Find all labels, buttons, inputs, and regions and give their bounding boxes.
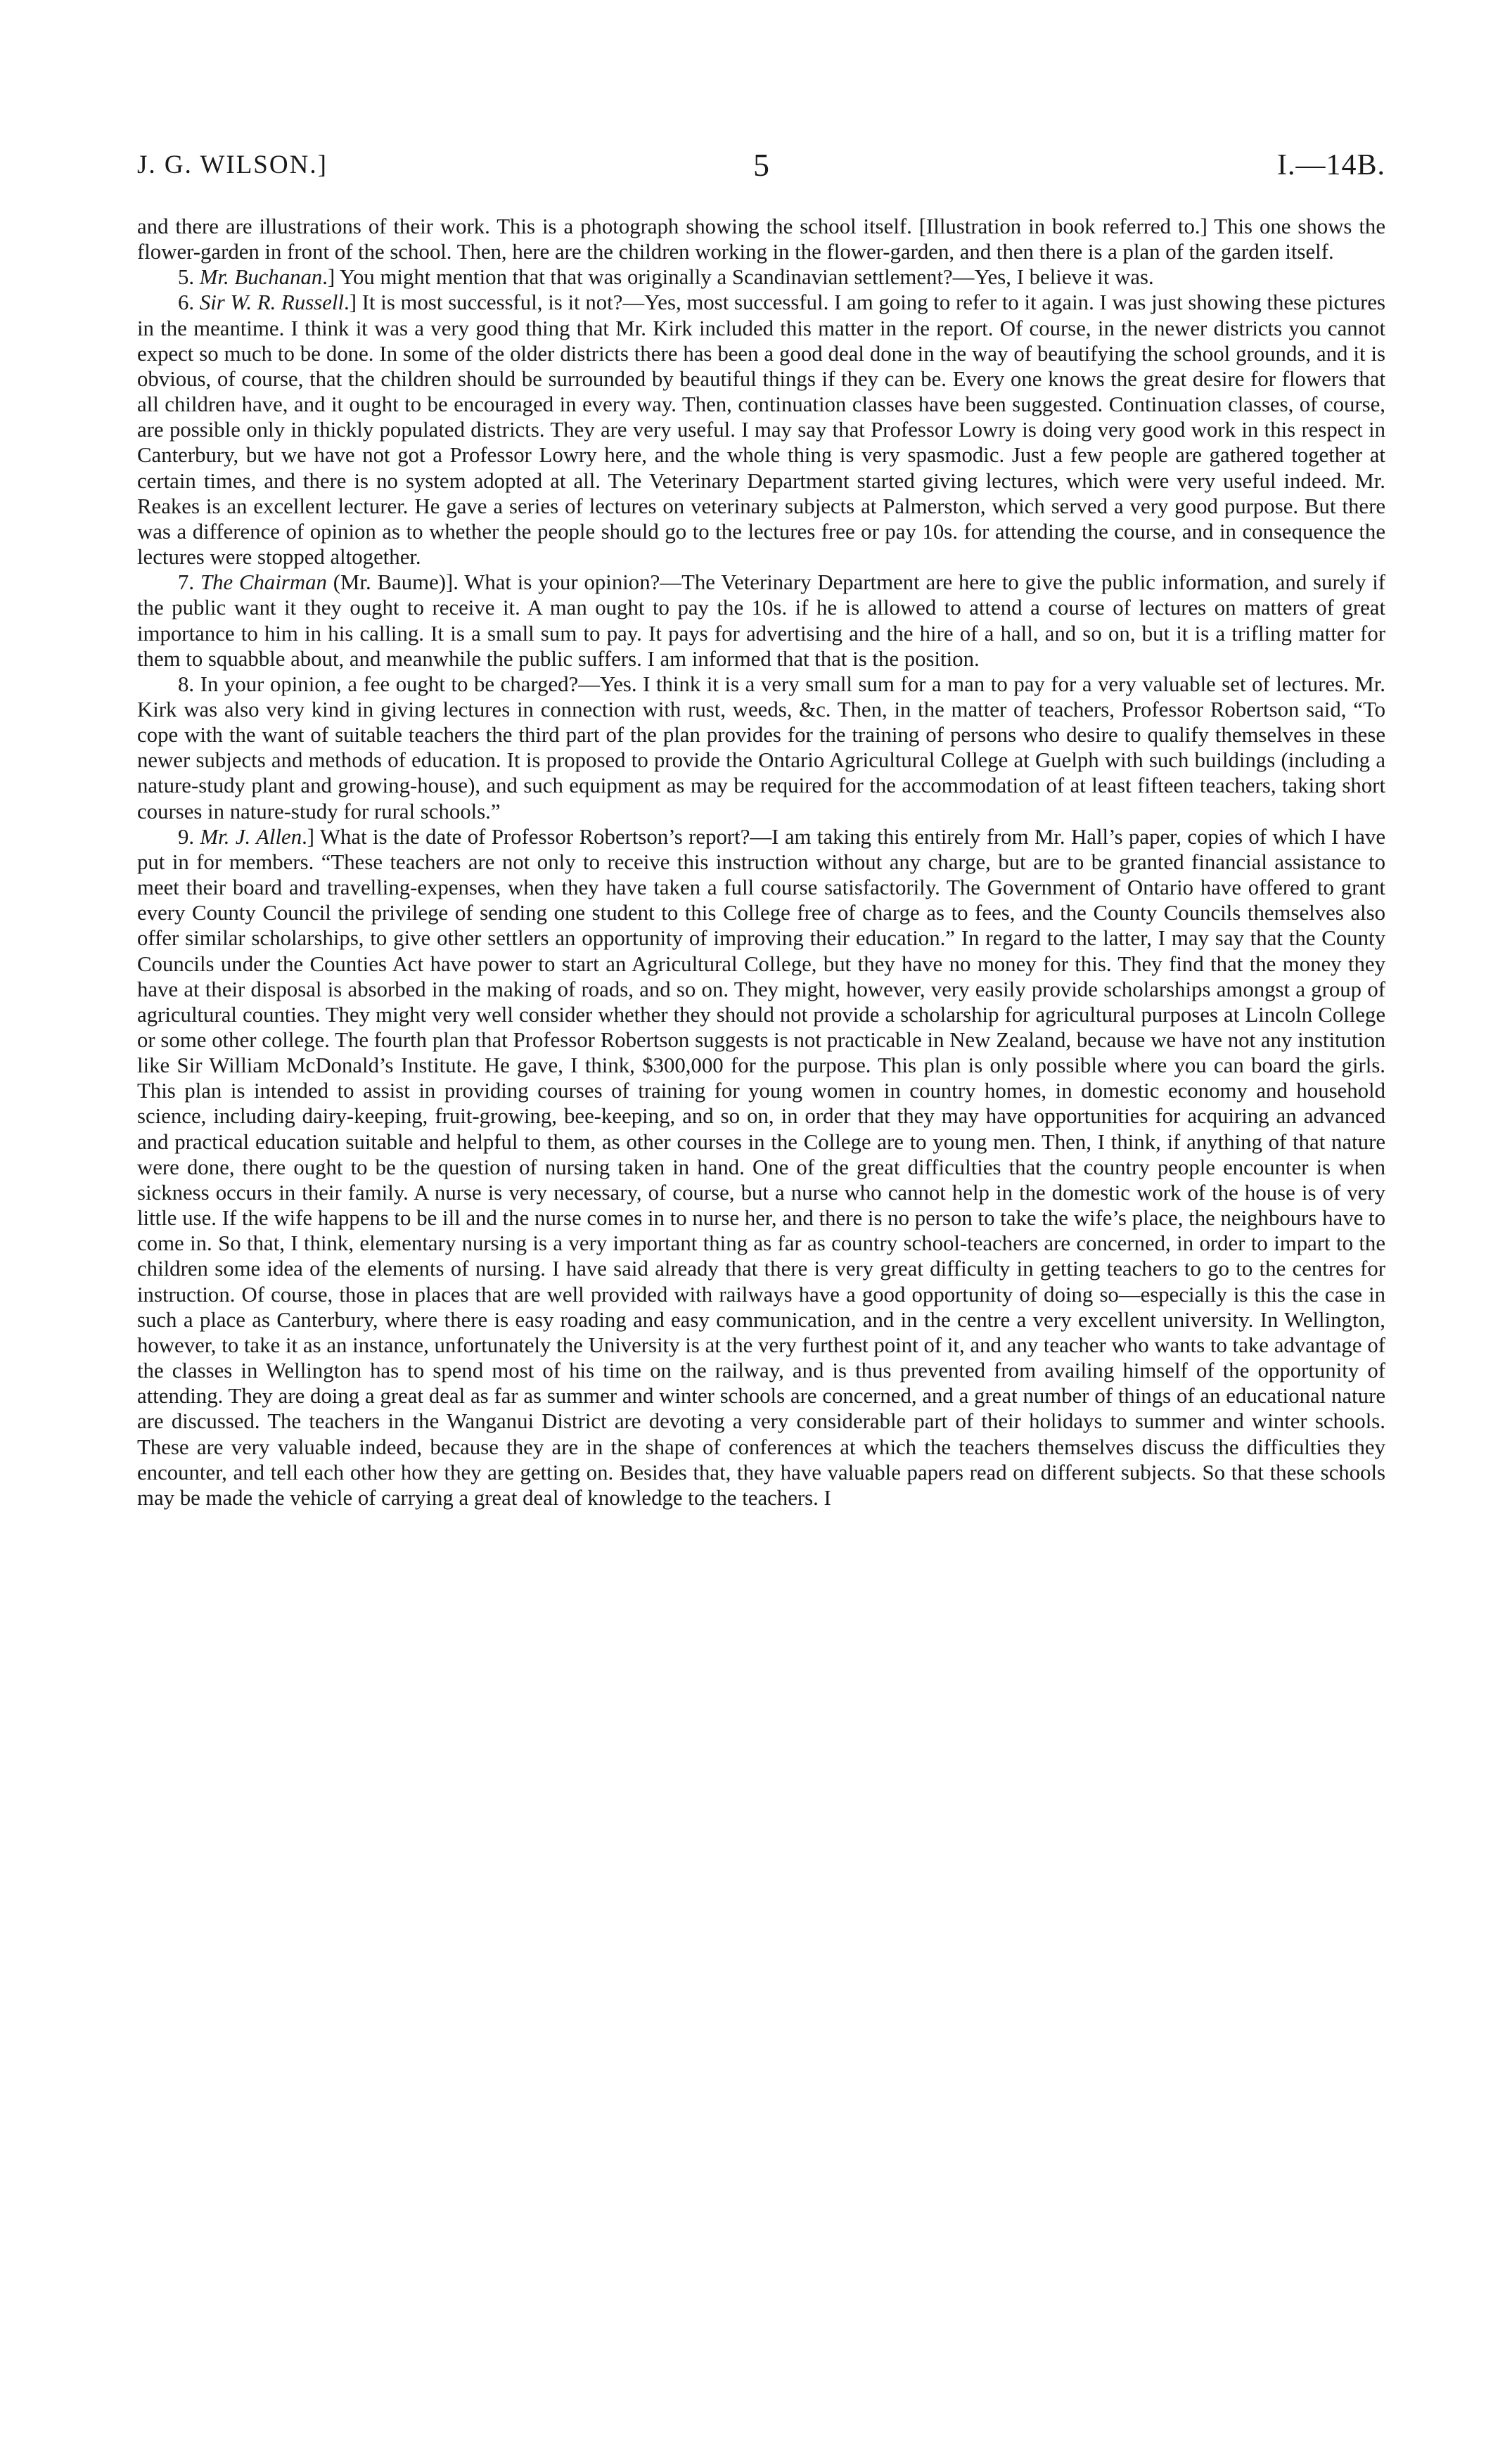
speaker-name: Sir W. R. Russell: [199, 290, 345, 315]
paragraph-text: What is the date of Professor Robertson’s report?—I am taking this entirely from Mr. Hall’s paper, copies of which I have put in for members. “These teachers are not only to receive this instruction without any charge, but are to be granted financial assistance to meet their board and travelling-expenses, when they have taken a full course satisfactorily. The Government of Ontario have offered to grant every County Council the privilege of sending one student to this College free of charge as to fees, and the County Councils themselves also offer similar scholarships, to give other settlers an opportunity of improving their education.” In regard to the latter, I may say that the County Councils under the Counties Act have power to start an Agricultural College, but they have no money for this. They find that the money they have at their disposal is absorbed in the making of roads, and so on. They might, however, very easily provide scholarships amongst a group of agricultural counties. They might very well consider whether they should not provide a scholarship for agricultural purposes at Lincoln College or some other college. The fourth plan that Professor Robertson suggests is not practicable in New Zealand, because we have not any institution like Sir William McDonald’s Institute. He gave, I think, $300,000 for the purpose. This plan is only possible where you can board the girls. This plan is intended to assist in providing courses of training for young women in country homes, in domestic economy and household science, including dairy-keeping, fruit-growing, bee-keeping, and so on, in order that they may have opportunities for acquiring an advanced and practical education suitable and helpful to them, as other courses in the College are to young men. Then, I think, if anything of that nature were done, there ought to be the question of nursing taken in hand. One of the great difficulties that the country people encounter is when sickness occurs in their family. A nurse is very necessary, of course, but a nurse who cannot help in the domestic work of the house is of very little use. If the wife happens to be ill and the nurse comes in to nurse her, and there is no person to take the wife’s place, the neighbours have to come in. So that, I think, elementary nursing is a very important thing as far as country school-teachers are concerned, in order to impart to the children some idea of the elements of nursing. I have said already that there is very great difficulty in getting teachers to go to the centres for instruction. Of course, those in places that are well provided with railways have a good opportunity of doing so—especially is this the case in such a place as Canterbury, where there is easy roading and easy communication, and in the centre a very excellent university. In Wellington, however, to take it as an instance, unfortunately the University is at the very furthest point of it, and any teacher who wants to take advantage of the classes in Wellington has to spend most of his time on the railway, and is thus prevented from availing himself of the opportunity of attending. They are doing a great deal as far as summer and winter schools are concerned, and a great number of things of an educational nature are discussed. The teachers in the Wanganui District are devoting a very considerable part of their holidays to summer and winter schools. These are very valuable indeed, because they are in the shape of conferences at which the teachers themselves discuss the difficulties they encounter, and tell each other how they are getting on. Besides that, they have valuable papers read on different subjects. So that these schools may be made the vehicle of carrying a great deal of knowledge to the teachers. I: [137, 824, 1385, 1510]
speaker-name: Mr. J. Allen: [200, 824, 302, 849]
speaker-tail: .]: [322, 265, 335, 290]
paragraph: [137, 824, 1385, 1511]
question-number: 5.: [178, 265, 200, 290]
document-page: [137, 141, 1385, 1511]
page-number: 5: [753, 147, 769, 183]
header-witness-name: J. G. WILSON.]: [137, 150, 328, 179]
speaker-tail: (Mr. Baume)].: [326, 570, 459, 595]
paragraph: [137, 570, 1385, 672]
question-number: 6.: [178, 290, 200, 315]
paragraph-text: What is your opinion?—The Veterinary Department are here to give the public information, and surely if the public want it they ought to receive it. A man ought to pay the 10s. if he is allowed to attend a course of lectures on matters of great importance to him in his calling. It is a small sum to pay. It pays for advertising and the hire of a hall, and so on, but it is a trifling matter for them to squabble about, and meanwhile the public suffers. I am informed that that is the position.: [137, 570, 1386, 671]
speaker-name: The Chairman: [200, 570, 327, 595]
paragraph: [137, 672, 1385, 824]
paragraph-text: and there are illustrations of their work. This is a photograph showing the school itself. [Illustration in book referred to.] This one shows the flower-garden in front of the school. Then, here are the children working in the flower-garden, and then there is a plan of the garden itself.: [137, 214, 1385, 264]
paragraph: [137, 214, 1385, 264]
question-number: 8.: [178, 672, 200, 696]
paragraph: [137, 264, 1385, 290]
question-number: 9.: [178, 824, 200, 849]
speaker-name: Mr. Buchanan: [199, 265, 323, 290]
paragraph-text: You might mention that that was originally a Scandinavian settlement?—Yes, I believe it was.: [335, 265, 1154, 290]
page-body: [137, 214, 1385, 1511]
question-number: 7.: [178, 570, 200, 595]
paragraph: [137, 290, 1385, 570]
paragraph-text: In your opinion, a fee ought to be charged?—Yes. I think it is a very small sum for a man to pay for a very valuable set of lectures. Mr. Kirk was also very kind in giving lectures in connection with rust, weeds, &c. Then, in the matter of teachers, Professor Robertson said, “To cope with the want of suitable teachers the third part of the plan provides for the training of persons who desire to qualify themselves in these newer subjects and methods of education. It is proposed to provide the Ontario Agricultural College at Guelph with such buildings (including a nature-study plant and growing-house), and such equipment as may be required for the accommodation of at least fifteen teachers, taking short courses in nature-study for rural schools.”: [137, 672, 1385, 823]
paragraph-text: It is most successful, is it not?—Yes, most successful. I am going to refer to it again. I was just showing these pictures in the meantime. I think it was a very good thing that Mr. Kirk included this matter in the report. Of course, in the newer districts you cannot expect so much to be done. In some of the older districts there has been a good deal done in the way of beautifying the school grounds, and it is obvious, of course, that the children should be surrounded by beautiful things if they can be. Every one knows the great desire for flowers that all children have, and it ought to be encouraged in every way. Then, continuation classes have been suggested. Continuation classes, of course, are possible only in thickly populated districts. They are very useful. I may say that Professor Lowry is doing very good work in this respect in Canterbury, but we have not got a Professor Lowry here, and the whole thing is very spasmodic. Just a few people are gathered together at certain times, and there is no system adopted at all. The Veterinary Department started giving lectures, which were very useful indeed. Mr. Reakes is an excellent lecturer. He gave a series of lectures on veterinary subjects at Palmerston, which served a very good purpose. But there was a difference of opinion as to whether the people should go to the lectures free or pay 10s. for attending the course, and in consequence the lectures were stopped altogether.: [137, 290, 1386, 570]
speaker-tail: .]: [344, 290, 357, 315]
document-reference: I.—14B.: [1277, 149, 1385, 181]
speaker-tail: .]: [302, 824, 315, 849]
page-header: [137, 141, 1385, 190]
